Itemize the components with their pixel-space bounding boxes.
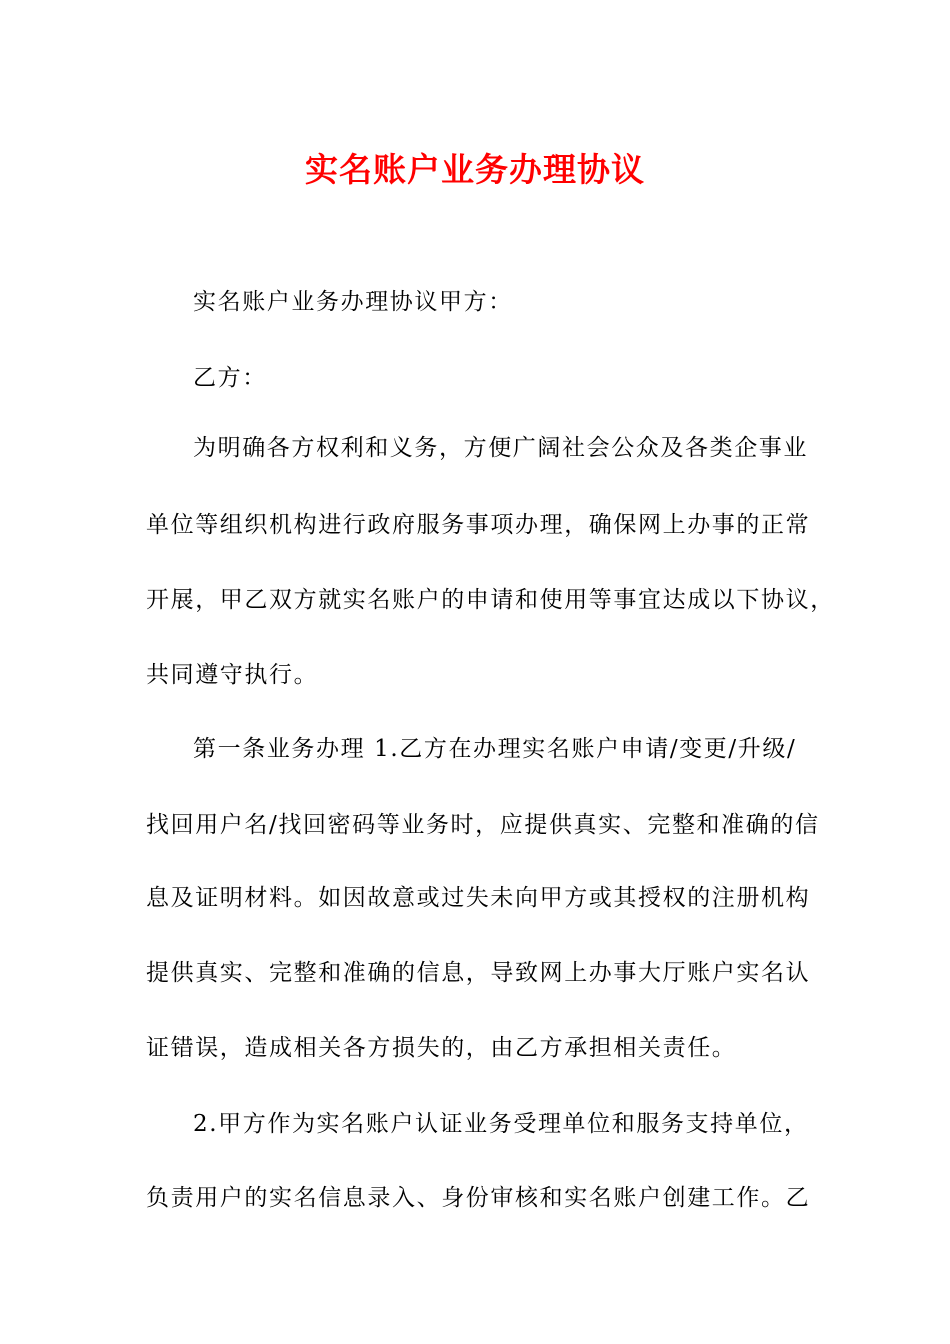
paragraph-line: 开展，甲乙双方就实名账户的申请和使用等事宜达成以下协议，: [146, 587, 835, 613]
paragraph-line: 息及证明材料。如因故意或过失未向甲方或其授权的注册机构: [146, 885, 811, 911]
paragraph-line: 提供真实、完整和准确的信息，导致网上办事大厅账户实名认: [146, 960, 811, 986]
party-b-line: 乙方：: [193, 365, 267, 391]
party-a-line: 实名账户业务办理协议甲方：: [193, 289, 513, 315]
paragraph-line: 证错误，造成相关各方损失的，由乙方承担相关责任。: [146, 1035, 737, 1061]
article-one-line: 第一条业务办理 1.乙方在办理实名账户申请/变更/升级/: [193, 736, 797, 762]
paragraph-line: 共同遵守执行。: [146, 662, 319, 688]
paragraph-line: 负责用户的实名信息录入、身份审核和实名账户创建工作。乙: [146, 1185, 811, 1211]
clause-two-line: 2.甲方作为实名账户认证业务受理单位和服务支持单位，: [193, 1111, 809, 1137]
document-title: 实名账户业务办理协议: [305, 150, 645, 189]
paragraph-line: 找回用户名/找回密码等业务时，应提供真实、完整和准确的信: [146, 812, 820, 838]
paragraph-line: 单位等组织机构进行政府服务事项办理，确保网上办事的正常: [146, 512, 811, 538]
paragraph-line: 为明确各方权利和义务，方便广阔社会公众及各类企事业: [193, 435, 808, 461]
